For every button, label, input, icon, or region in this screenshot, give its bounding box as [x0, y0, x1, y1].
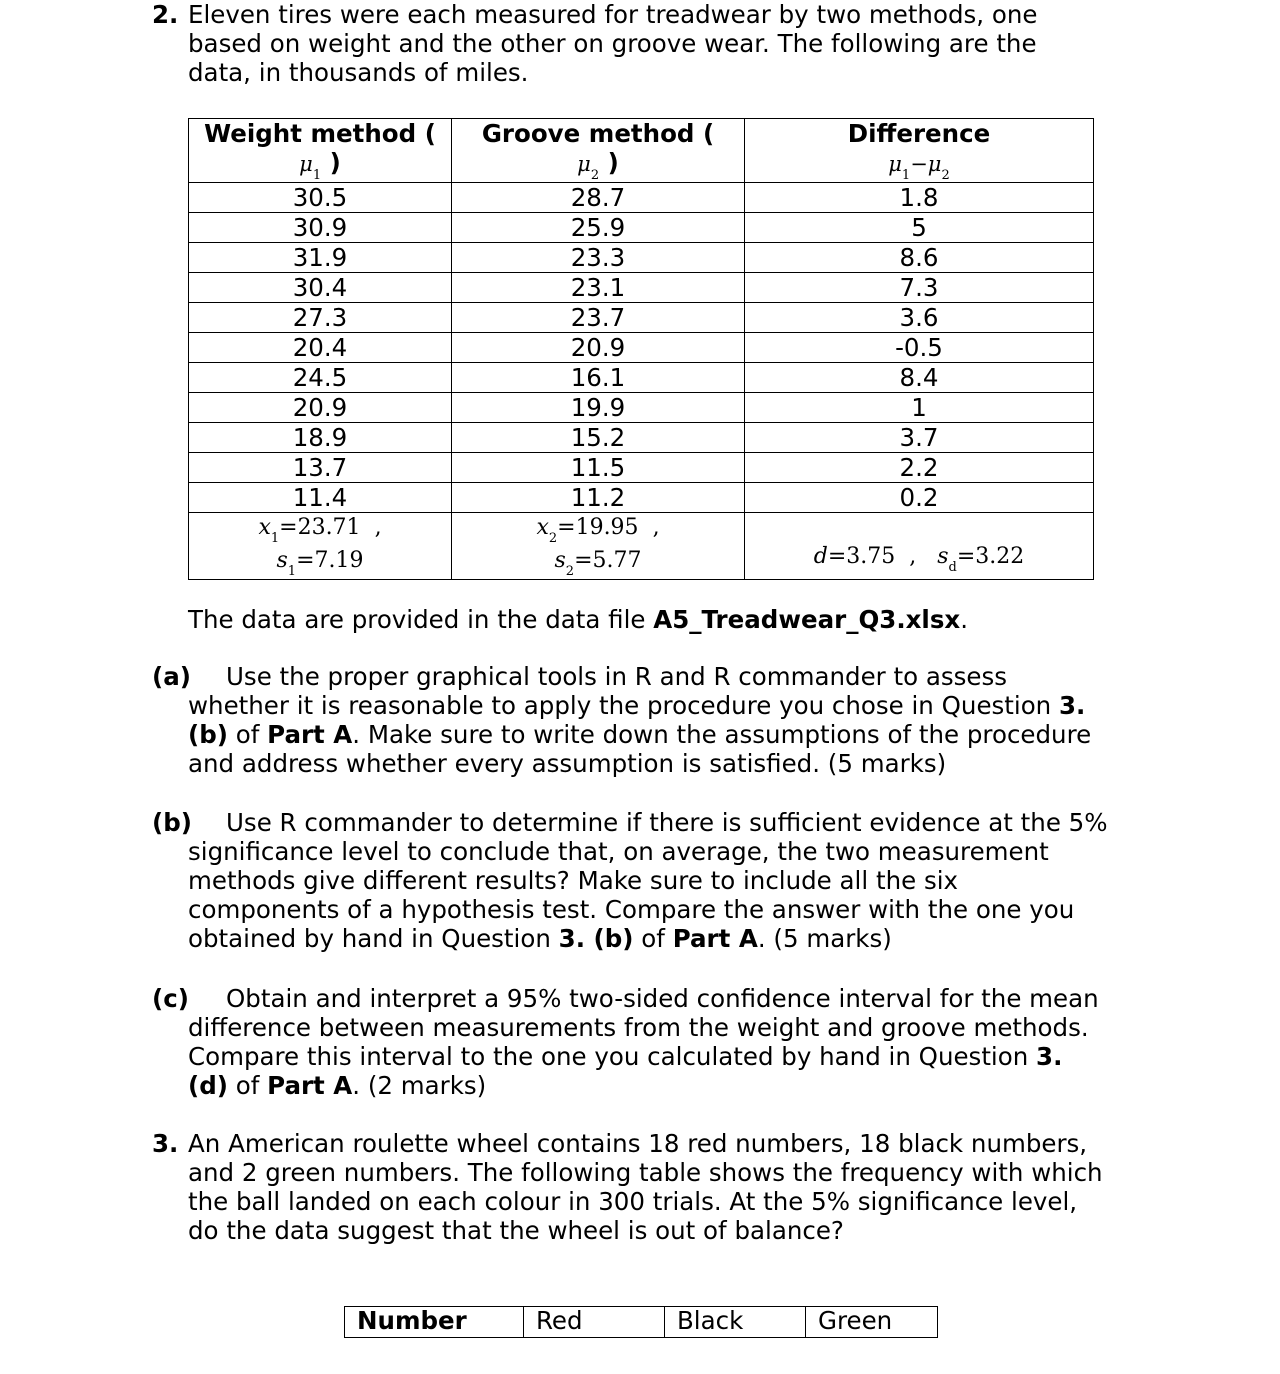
part-b-label: (b) [152, 808, 192, 837]
table-row [189, 243, 1094, 273]
mu1-symbol: $\mu_1$ [299, 152, 322, 183]
weight-value: 13.7 [189, 453, 452, 483]
groove-value: 16.1 [452, 363, 745, 393]
groove-summary: $x_2=19.95$ , $s_2=5.77$ [452, 513, 745, 580]
difference-value: 7.3 [745, 273, 1094, 303]
difference-value: 1 [745, 393, 1094, 423]
table-row [189, 213, 1094, 243]
groove-value: 23.3 [452, 243, 745, 273]
summary-row [189, 513, 1094, 580]
table-row [189, 453, 1094, 483]
part-b: (b) Use R commander to determine if there is sufficient evidence at the 5% significance level to conclude that, on average, the two measurement methods give different results? Make sure to include all the six components of a hypothesis test. Compare the answer with the one you obtained by hand in Question 3. (b) of Part A. (5 marks) [152, 808, 1108, 953]
part-c-label: (c) [152, 984, 189, 1013]
groove-value: 11.2 [452, 483, 745, 513]
number-header: Number [345, 1307, 524, 1338]
mu2-symbol: $\mu_2$ [577, 152, 600, 183]
difference-value: 3.6 [745, 303, 1094, 333]
header-weight-method: Weight method ( $\mu_1$ ) [189, 119, 452, 183]
table-row [189, 333, 1094, 363]
part-c: (c) Obtain and interpret a 95% two-sided confidence interval for the mean difference between measurements from the weight and groove methods. Compare this interval to the one you calculated by hand in Question 3. (d) of Part A. (2 marks) [152, 984, 1099, 1100]
weight-value: 31.9 [189, 243, 452, 273]
mu-difference-symbol: $\mu_1-\mu_2$ [888, 152, 950, 183]
weight-value: 11.4 [189, 483, 452, 513]
table-row [189, 393, 1094, 423]
header-groove-method: Groove method ( $\mu_2$ ) [452, 119, 745, 183]
weight-value: 20.4 [189, 333, 452, 363]
groove-value: 20.9 [452, 333, 745, 363]
data-file-note: The data are provided in the data file A5_Treadwear_Q3.xlsx. [188, 605, 969, 634]
groove-value: 15.2 [452, 423, 745, 453]
groove-value: 23.1 [452, 273, 745, 303]
weight-value: 30.5 [189, 183, 452, 213]
table-row [189, 483, 1094, 513]
weight-value: 30.4 [189, 273, 452, 303]
difference-value: 5 [745, 213, 1094, 243]
colour-green: Green [806, 1307, 938, 1338]
difference-summary: d=3.75 , $s_d=3.22$ [745, 513, 1094, 580]
weight-value: 27.3 [189, 303, 452, 333]
groove-value: 19.9 [452, 393, 745, 423]
table-row [189, 273, 1094, 303]
groove-value: 23.7 [452, 303, 745, 333]
colour-header-row [345, 1307, 938, 1338]
difference-value: 2.2 [745, 453, 1094, 483]
part-a-label: (a) [152, 662, 191, 691]
colour-red: Red [524, 1307, 665, 1338]
table-row [189, 303, 1094, 333]
header-difference: Difference $\mu_1-\mu_2$ [745, 119, 1094, 183]
table-header-row [189, 119, 1094, 183]
weight-value: 18.9 [189, 423, 452, 453]
colour-frequency-table [344, 1306, 938, 1338]
groove-value: 11.5 [452, 453, 745, 483]
weight-value: 24.5 [189, 363, 452, 393]
weight-summary: $x_1=23.71$ , $s_1=7.19$ [189, 513, 452, 580]
question-number: 3. [152, 1129, 179, 1158]
table-row [189, 423, 1094, 453]
difference-value: -0.5 [745, 333, 1094, 363]
weight-value: 20.9 [189, 393, 452, 423]
groove-value: 25.9 [452, 213, 745, 243]
colour-black: Black [665, 1307, 806, 1338]
question-3: 3. An American roulette wheel contains 18 red numbers, 18 black numbers, and 2 green numbers. The following table shows the frequency with which the ball landed on each colour in 300 trials. At the 5% significance level, do the data suggest that the wheel is out of balance? [152, 1129, 1103, 1245]
part-a: (a) Use the proper graphical tools in R and R commander to assess whether it is reasonable to apply the procedure you chose in Question 3. (b) of Part A. Make sure to write down the assumptions of the procedure and address whether every assumption is satisfied. (5 marks) [152, 662, 1092, 778]
table-row [189, 363, 1094, 393]
question-2-intro: Eleven tires were each measured for treadwear by two methods, one based on weight and the other on groove wear. The following are the data, in thousands of miles. [188, 0, 1038, 87]
weight-value: 30.9 [189, 213, 452, 243]
groove-value: 28.7 [452, 183, 745, 213]
difference-value: 8.6 [745, 243, 1094, 273]
difference-value: 1.8 [745, 183, 1094, 213]
data-filename: A5_Treadwear_Q3.xlsx [653, 605, 961, 634]
treadwear-table [188, 118, 1094, 580]
difference-value: 0.2 [745, 483, 1094, 513]
difference-value: 3.7 [745, 423, 1094, 453]
difference-value: 8.4 [745, 363, 1094, 393]
table-row [189, 183, 1094, 213]
question-2 [152, 0, 1152, 87]
question-number: 2. [152, 0, 179, 29]
